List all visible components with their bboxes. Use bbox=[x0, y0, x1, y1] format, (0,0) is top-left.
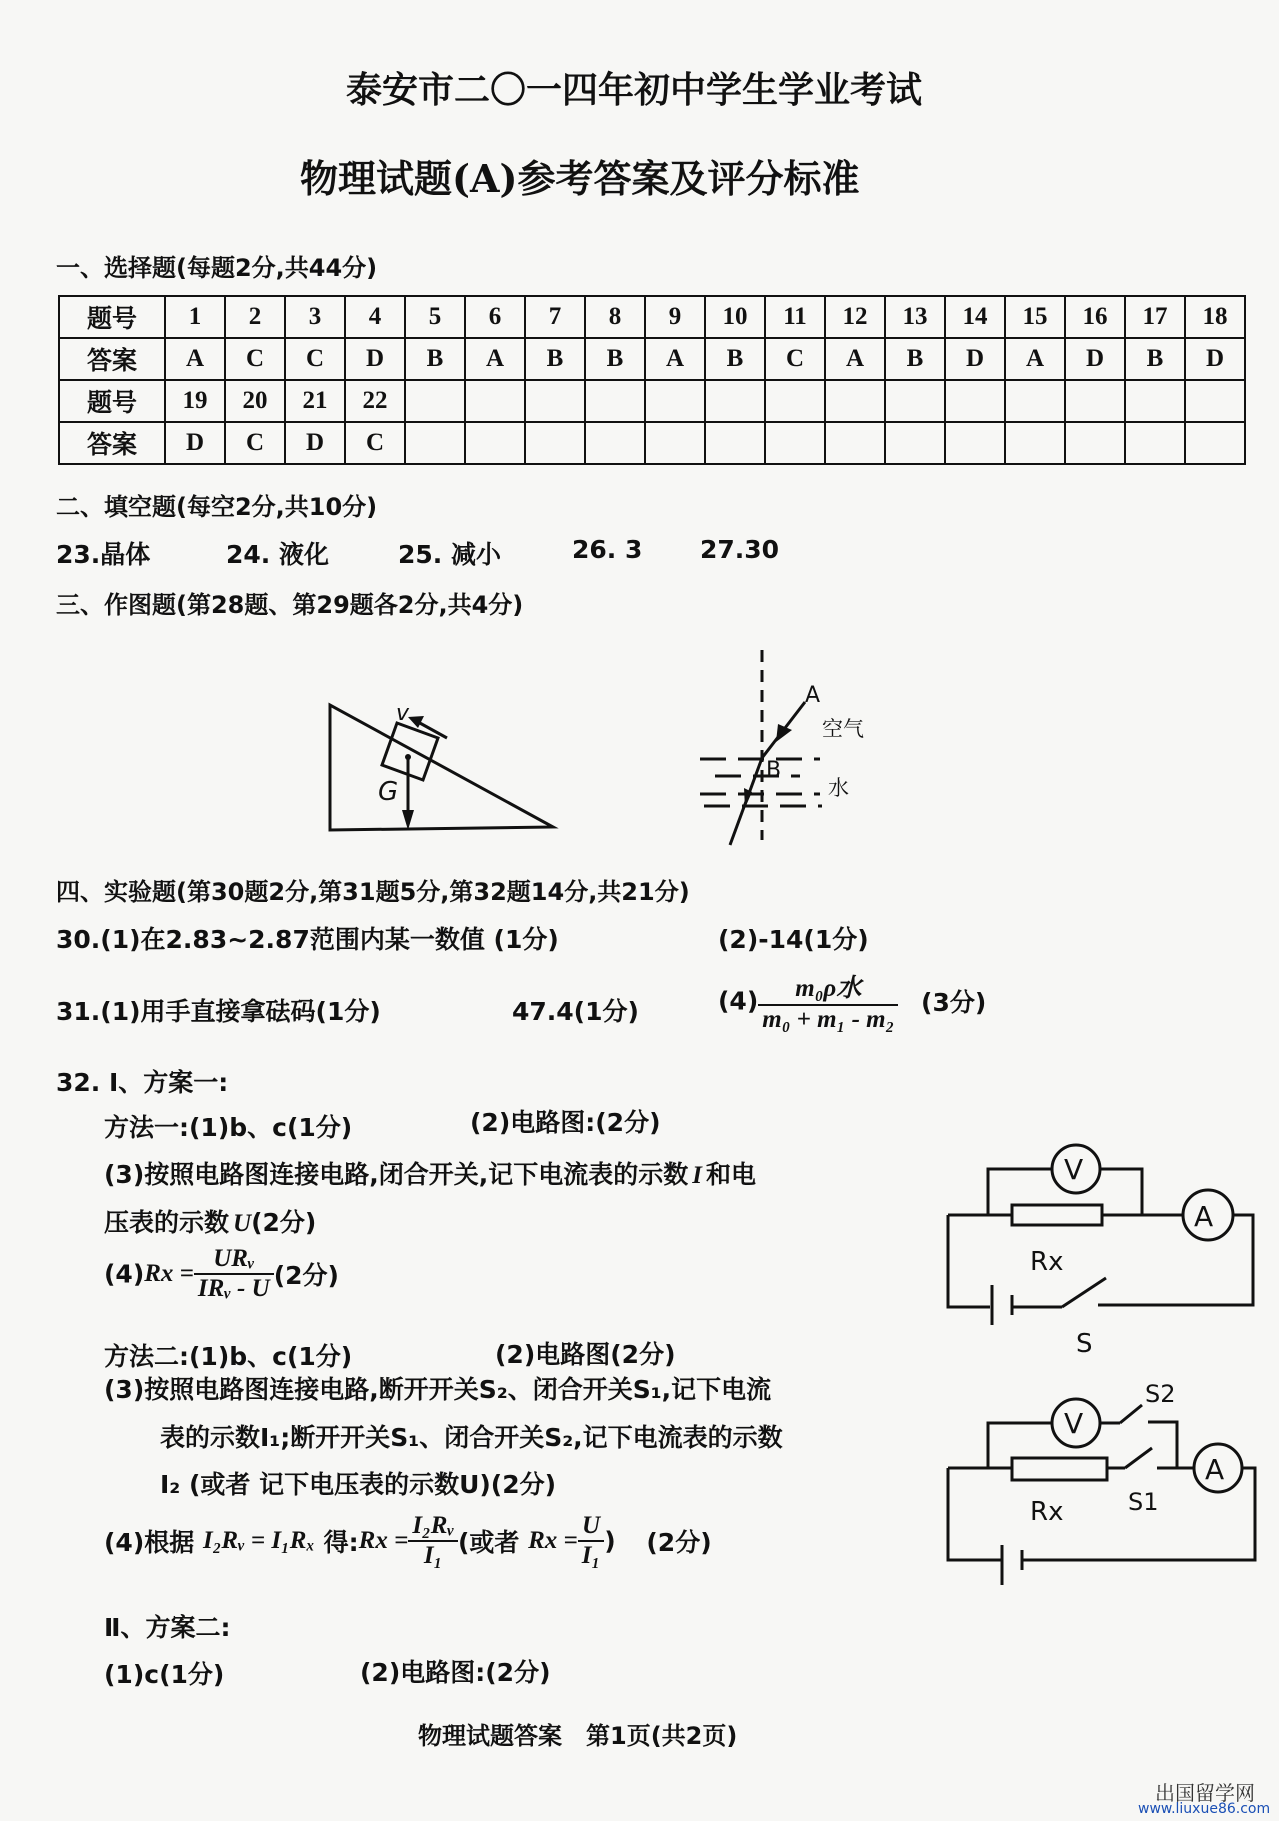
air-label: 空气 bbox=[822, 717, 864, 741]
table-cell: C bbox=[225, 338, 285, 380]
equation: I₂Rᵥ = I₁Rₓ bbox=[202, 1527, 315, 1554]
rx-formula bbox=[408, 1512, 458, 1570]
table-cell bbox=[405, 380, 465, 422]
row-label: 答案 bbox=[59, 422, 165, 464]
formula-numerator: m₀ρ水 bbox=[758, 968, 898, 1006]
table-cell: 13 bbox=[885, 296, 945, 338]
table-cell: 12 bbox=[825, 296, 885, 338]
table-cell: D bbox=[1065, 338, 1125, 380]
point-a-label: A bbox=[805, 683, 821, 708]
switch-s2 bbox=[1120, 1405, 1142, 1423]
table-cell bbox=[825, 380, 885, 422]
table-cell: 9 bbox=[645, 296, 705, 338]
formula-denominator: IRᵥ - U bbox=[197, 1275, 270, 1302]
table-row bbox=[59, 296, 1245, 338]
table-cell bbox=[645, 380, 705, 422]
circuit-diagram-1 bbox=[930, 1140, 1270, 1360]
exam-title: 泰安市二〇一四年初中学生学业考试 bbox=[346, 69, 923, 111]
table-cell: D bbox=[1185, 338, 1245, 380]
wire bbox=[988, 1423, 1052, 1468]
table-cell: C bbox=[285, 338, 345, 380]
point-b-label: B bbox=[766, 758, 782, 783]
table-cell bbox=[885, 422, 945, 464]
incline-triangle bbox=[330, 705, 553, 830]
text-span: (或者 bbox=[457, 1528, 520, 1557]
fill-answer: 26. 3 bbox=[572, 535, 643, 564]
wire bbox=[948, 1215, 990, 1307]
incident-arrowhead bbox=[776, 724, 792, 742]
velocity-label: v bbox=[396, 701, 410, 726]
table-cell bbox=[1065, 380, 1125, 422]
section2-heading: 二、填空题(每空2分,共10分) bbox=[56, 493, 378, 521]
formula-numerator: URᵥ bbox=[194, 1245, 274, 1275]
table-cell: A bbox=[465, 338, 525, 380]
table-cell: 1 bbox=[165, 296, 225, 338]
table-cell: A bbox=[165, 338, 225, 380]
resistor-rx bbox=[1012, 1205, 1102, 1225]
table-cell: 5 bbox=[405, 296, 465, 338]
score: (2分) bbox=[646, 1528, 712, 1557]
table-cell: 15 bbox=[1005, 296, 1065, 338]
circuit-diagram-2 bbox=[930, 1370, 1270, 1590]
table-cell bbox=[585, 380, 645, 422]
voltmeter-label: V bbox=[1064, 1407, 1084, 1440]
q31-part4-score: (3分) bbox=[921, 988, 987, 1017]
resistor-rx bbox=[1012, 1458, 1107, 1480]
q32-m2-line1: 方法二:(1)b、c(1分) bbox=[104, 1342, 353, 1371]
table-cell: B bbox=[1125, 338, 1185, 380]
wire bbox=[988, 1169, 1052, 1215]
q32-plan1-title: 32. Ⅰ、方案一: bbox=[56, 1068, 229, 1097]
table-cell: 10 bbox=[705, 296, 765, 338]
fill-answer: 23.晶体 bbox=[56, 540, 151, 569]
table-cell: 4 bbox=[345, 296, 405, 338]
answer-table bbox=[58, 295, 1246, 465]
table-row bbox=[59, 422, 1245, 464]
text-span: (3)按照电路图连接电路,闭合开关,记下电流表的示数 bbox=[104, 1160, 689, 1189]
watermark-url: www.liuxue86.com bbox=[1138, 1801, 1271, 1817]
formula-numerator: U bbox=[578, 1512, 604, 1542]
table-cell bbox=[1005, 422, 1065, 464]
wire bbox=[1148, 1422, 1177, 1468]
wire bbox=[948, 1468, 1002, 1560]
table-cell: 22 bbox=[345, 380, 405, 422]
formula-numerator: I₂Rᵥ bbox=[408, 1512, 458, 1542]
switch-s1 bbox=[1125, 1448, 1152, 1468]
table-cell bbox=[405, 422, 465, 464]
q30-part1: 30.(1)在2.83~2.87范围内某一数值 (1分) bbox=[56, 925, 559, 954]
table-cell bbox=[1005, 380, 1065, 422]
table-cell: A bbox=[1005, 338, 1065, 380]
table-cell: 20 bbox=[225, 380, 285, 422]
table-cell: 16 bbox=[1065, 296, 1125, 338]
table-cell bbox=[945, 422, 1005, 464]
watermark-logo-text: 出国留学网 bbox=[1155, 1781, 1255, 1805]
table-cell: C bbox=[225, 422, 285, 464]
text-span: (4) bbox=[104, 1259, 145, 1289]
formula-lhs: Rx = bbox=[528, 1527, 578, 1554]
answer-key-title: 物理试题(A)参考答案及评分标准 bbox=[300, 156, 860, 201]
table-cell: 21 bbox=[285, 380, 345, 422]
table-cell bbox=[465, 422, 525, 464]
q32-m1-line4 bbox=[104, 1203, 316, 1239]
table-cell bbox=[645, 422, 705, 464]
fill-answer: 24. 液化 bbox=[226, 540, 329, 569]
formula-denominator: I₁ bbox=[423, 1542, 443, 1569]
table-cell: 19 bbox=[165, 380, 225, 422]
table-cell bbox=[1065, 422, 1125, 464]
q32-m2-line4: I₂ (或者 记下电压表的示数U)(2分) bbox=[160, 1470, 557, 1499]
table-cell bbox=[1125, 422, 1185, 464]
table-cell bbox=[945, 380, 1005, 422]
table-cell bbox=[525, 380, 585, 422]
water-label: 水 bbox=[828, 776, 849, 800]
q31-part4 bbox=[718, 968, 986, 1034]
resistor-label: Rx bbox=[1030, 1247, 1064, 1277]
table-cell: 17 bbox=[1125, 296, 1185, 338]
table-row bbox=[59, 338, 1245, 380]
q31-formula bbox=[758, 968, 898, 1034]
gravity-label: G bbox=[378, 777, 399, 807]
row-label: 题号 bbox=[59, 380, 165, 422]
formula-lhs: Rx = bbox=[358, 1527, 409, 1554]
q32-p2-line1b: (2)电路图:(2分) bbox=[360, 1658, 551, 1687]
table-cell bbox=[1185, 422, 1245, 464]
row-label: 答案 bbox=[59, 338, 165, 380]
fill-answer: 27.30 bbox=[700, 535, 780, 564]
table-cell: 18 bbox=[1185, 296, 1245, 338]
text-span: (4)根据 bbox=[104, 1528, 195, 1557]
section1-heading: 一、选择题(每题2分,共44分) bbox=[56, 254, 378, 282]
q32-m1-line5 bbox=[104, 1245, 339, 1303]
table-cell: D bbox=[945, 338, 1005, 380]
q32-plan2-title: Ⅱ、方案二: bbox=[104, 1613, 231, 1642]
text-span: ) bbox=[604, 1526, 616, 1556]
table-cell bbox=[765, 422, 825, 464]
table-cell bbox=[465, 380, 525, 422]
table-cell: B bbox=[525, 338, 585, 380]
gravity-arrowhead bbox=[402, 810, 414, 830]
text-span: (2分) bbox=[251, 1208, 317, 1237]
q32-m2-line3: 表的示数I₁;断开开关S₁、闭合开关S₂,记下电流表的示数 bbox=[160, 1423, 783, 1452]
table-cell: 8 bbox=[585, 296, 645, 338]
q32-m2-line2: (3)按照电路图连接电路,断开开关S₂、闭合开关S₁,记下电流 bbox=[104, 1375, 772, 1404]
table-cell: D bbox=[345, 338, 405, 380]
section3-heading: 三、作图题(第28题、第29题各2分,共4分) bbox=[56, 591, 524, 619]
fill-answer: 25. 减小 bbox=[398, 540, 501, 569]
resistor-label: Rx bbox=[1030, 1497, 1064, 1527]
q32-p2-line1: (1)c(1分) bbox=[104, 1660, 225, 1689]
q32-m2-line1b: (2)电路图(2分) bbox=[495, 1340, 676, 1369]
table-cell: B bbox=[885, 338, 945, 380]
table-cell bbox=[825, 422, 885, 464]
table-cell: C bbox=[765, 338, 825, 380]
q32-m2-line5 bbox=[104, 1512, 712, 1570]
table-cell: D bbox=[165, 422, 225, 464]
ammeter-label: A bbox=[1194, 1200, 1214, 1233]
table-cell: 11 bbox=[765, 296, 825, 338]
q31-part1: 31.(1)用手直接拿砝码(1分) bbox=[56, 997, 381, 1026]
section4-heading: 四、实验题(第30题2分,第31题5分,第32题14分,共21分) bbox=[56, 878, 690, 906]
velocity-arrowhead bbox=[408, 716, 424, 728]
table-cell: B bbox=[585, 338, 645, 380]
table-cell: A bbox=[645, 338, 705, 380]
block bbox=[382, 723, 438, 780]
table-cell bbox=[705, 380, 765, 422]
table-cell bbox=[585, 422, 645, 464]
text-span: 得: bbox=[323, 1528, 359, 1557]
q31-part4-prefix: (4) bbox=[718, 986, 759, 1016]
table-cell: B bbox=[405, 338, 465, 380]
q32-m1-line3 bbox=[104, 1155, 756, 1191]
page-footer: 物理试题答案 第1页(共2页) bbox=[418, 1722, 738, 1750]
text-span: 和电 bbox=[705, 1160, 756, 1189]
row-label: 题号 bbox=[59, 296, 165, 338]
q32-m1-line1: 方法一:(1)b、c(1分) bbox=[104, 1113, 353, 1142]
switch-label: S bbox=[1076, 1329, 1093, 1359]
formula-denominator: I₁ bbox=[581, 1542, 601, 1569]
table-cell bbox=[765, 380, 825, 422]
score: (2分) bbox=[273, 1261, 339, 1290]
var-u: U bbox=[233, 1210, 252, 1237]
rx-formula bbox=[194, 1245, 274, 1303]
table-cell bbox=[525, 422, 585, 464]
table-cell: 7 bbox=[525, 296, 585, 338]
table-cell: 2 bbox=[225, 296, 285, 338]
table-cell: C bbox=[345, 422, 405, 464]
formula-denominator: m₀ + m₁ - m₂ bbox=[762, 1006, 895, 1033]
table-row bbox=[59, 380, 1245, 422]
table-cell bbox=[1125, 380, 1185, 422]
rx-alt-formula bbox=[578, 1512, 604, 1570]
table-cell bbox=[1185, 380, 1245, 422]
table-cell bbox=[705, 422, 765, 464]
text-span: 压表的示数 bbox=[104, 1208, 230, 1237]
formula-lhs: Rx = bbox=[144, 1260, 194, 1287]
table-cell: D bbox=[285, 422, 345, 464]
refraction-diagram bbox=[600, 640, 1020, 860]
var-i: I bbox=[692, 1162, 702, 1189]
table-cell: A bbox=[825, 338, 885, 380]
table-cell: B bbox=[705, 338, 765, 380]
ammeter-label: A bbox=[1205, 1453, 1225, 1486]
table-cell: 6 bbox=[465, 296, 525, 338]
table-cell: 14 bbox=[945, 296, 1005, 338]
voltmeter-label: V bbox=[1064, 1153, 1084, 1186]
q31-part2: 47.4(1分) bbox=[512, 997, 639, 1026]
switch-s bbox=[1062, 1278, 1106, 1307]
q32-m1-line1b: (2)电路图:(2分) bbox=[470, 1108, 661, 1137]
switch-s2-label: S2 bbox=[1145, 1380, 1176, 1408]
table-cell: 3 bbox=[285, 296, 345, 338]
incline-force-diagram bbox=[320, 670, 560, 850]
table-cell bbox=[885, 380, 945, 422]
switch-s1-label: S1 bbox=[1128, 1488, 1159, 1516]
wire bbox=[1100, 1169, 1142, 1215]
q30-part2: (2)-14(1分) bbox=[718, 925, 869, 954]
